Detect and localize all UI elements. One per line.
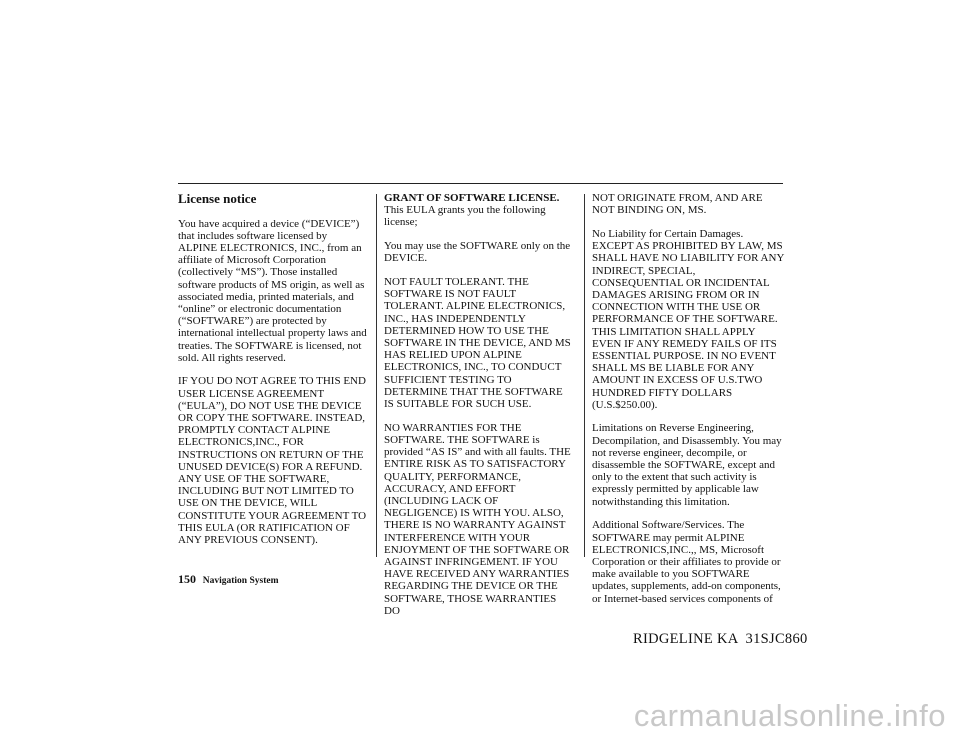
- paragraph-no-warranties: NO WARRANTIES FOR THE SOFTWARE. THE SOFTWARE is provided “AS IS” and with all faults. THE ENTIRE RISK AS TO SATISFACTORY QUALITY, PERFORMANCE, ACCURACY, AND EFFORT (INCLUDING LACK OF NEGLIGENCE) IS WITH YOU. ALSO, THERE IS NO WARRANTY AGAINST INTERFERENCE WITH YOUR ENJOYMENT OF THE SOFTWARE OR AGAINST INFRINGEMENT. IF YOU HAVE RECEIVED ANY WARRANTIES REGARDING THE DEVICE OR THE SOFTWARE, THOSE WARRANTIES DO: [384, 421, 571, 617]
- paragraph-reverse-engineering: Limitations on Reverse Engineering, Decompilation, and Disassembly. You may not reverse engineer, decompile, or disassemble the SOFTWARE, except and only to the extent that such activity is expressly permitted by applicable law notwithstanding this limitation.: [592, 422, 782, 508]
- column-1: [178, 192, 368, 558]
- page-footer: [178, 572, 279, 587]
- paragraph-no-liability: No Liability for Certain Damages. EXCEPT AS PROHIBITED BY LAW, MS SHALL HAVE NO LIABILITY FOR ANY INDIRECT, SPECIAL, CONSEQUENTIAL OR INCIDENTAL DAMAGES ARISING FROM OR IN CONNECTION WITH THE USE OR PERFORMANCE OF THE SOFTWARE. THIS LIMITATION SHALL APPLY EVEN IF ANY REMEDY FAILS OF ITS ESSENTIAL PURPOSE. IN NO EVENT SHALL MS BE LIABLE FOR ANY AMOUNT IN EXCESS OF U.S.TWO HUNDRED FIFTY DOLLARS (U.S.$250.00).: [592, 227, 784, 411]
- model-code: RIDGELINE KA 31SJC860: [633, 631, 808, 647]
- paragraph-not-fault-tolerant: NOT FAULT TOLERANT. THE SOFTWARE IS NOT FAULT TOLERANT. ALPINE ELECTRONICS, INC., HAS INDEPENDENTLY DETERMINED HOW TO USE THE SOFTWARE IN THE DEVICE, AND MS HAS RELIED UPON ALPINE ELECTRONICS, INC., TO CONDUCT SUFFICIENT TESTING TO DETERMINE THAT THE SOFTWARE IS SUITABLE FOR SUCH USE.: [384, 276, 571, 411]
- page-number: 150: [178, 572, 196, 586]
- grant-text: This EULA grants you the following license;: [384, 204, 546, 229]
- watermark: carmanualsonline.info: [633, 698, 946, 733]
- column-divider-1: [376, 194, 377, 557]
- paragraph-device-intro: You have acquired a device (“DEVICE”) that includes software licensed by ALPINE ELECTRONICS, INC., from an affiliate of Microsoft Corporation (collectively “MS”). Those installed software products of MS origin, as well as associated media, printed materials, and “online” or electronic documentation (“SOFTWARE”) are protected by international intellectual property laws and treaties. The SOFTWARE is licensed, not sold. All rights reserved.: [178, 217, 367, 364]
- column-3: [592, 192, 784, 616]
- grant-heading: GRANT OF SOFTWARE LICENSE.: [384, 192, 560, 204]
- paragraph-not-binding: NOT ORIGINATE FROM, AND ARE NOT BINDING ON, MS.: [592, 192, 763, 217]
- paragraph-grant: [384, 192, 574, 229]
- paragraph-additional-services: Additional Software/Services. The SOFTWARE may permit ALPINE ELECTRONICS,INC.,, MS, Microsoft Corporation or their affiliates to provide or make available to you SOFTWARE updates, supplements, add-on components, or Internet-based services components of: [592, 519, 781, 605]
- paragraph-device-use: You may use the SOFTWARE only on the DEVICE.: [384, 240, 571, 265]
- top-rule: [178, 183, 783, 184]
- column-divider-2: [584, 194, 585, 557]
- footer-section-title: Navigation System: [202, 576, 279, 586]
- paragraph-eula-agreement: IF YOU DO NOT AGREE TO THIS END USER LICENSE AGREEMENT (“EULA”), DO NOT USE THE DEVICE OR COPY THE SOFTWARE. INSTEAD, PROMPTLY CONTACT ALPINE ELECTRONICS,INC., FOR INSTRUCTIONS ON RETURN OF THE UNUSED DEVICE(S) FOR A REFUND. ANY USE OF THE SOFTWARE, INCLUDING BUT NOT LIMITED TO USE ON THE DEVICE, WILL CONSTITUTE YOUR AGREEMENT TO THIS EULA (OR RATIFICATION OF ANY PREVIOUS CONSENT).: [178, 375, 367, 547]
- page-title: License notice: [178, 191, 257, 206]
- column-2: [384, 192, 574, 629]
